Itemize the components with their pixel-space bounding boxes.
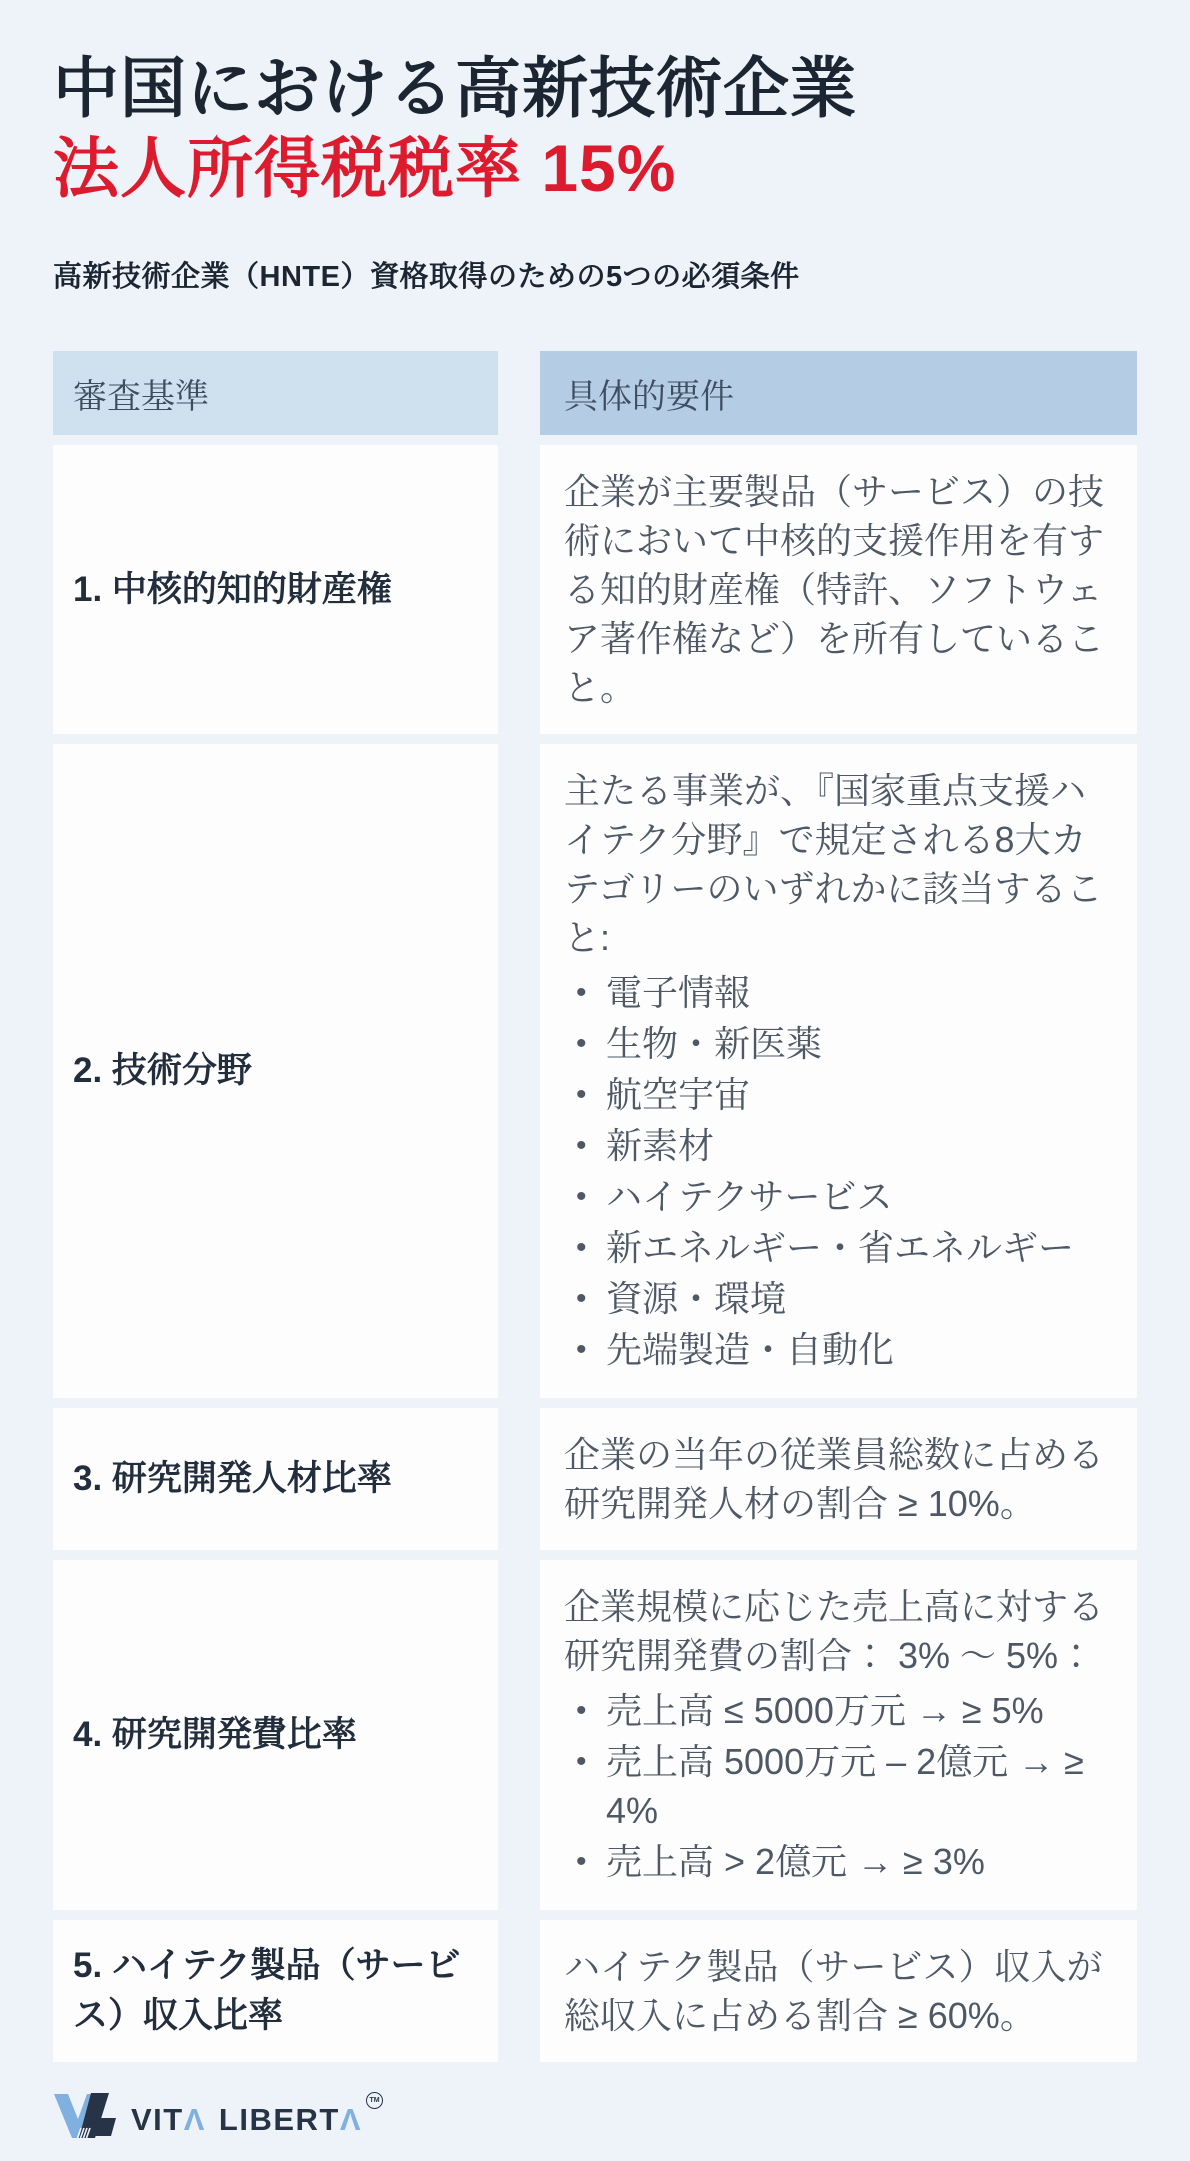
wordmark-a2: Λ bbox=[339, 2101, 363, 2137]
bullet-item bbox=[564, 1274, 1113, 1323]
bullet-dot-icon: • bbox=[576, 1078, 587, 1111]
bullet-text: ハイテクサービス bbox=[606, 1176, 893, 1217]
bullet-text: 資源・環境 bbox=[606, 1278, 787, 1319]
criteria-cell bbox=[53, 1560, 498, 1910]
bullet-dot-icon: • bbox=[576, 1129, 587, 1162]
vita-liberta-logo-icon bbox=[53, 2092, 117, 2140]
table-row bbox=[53, 744, 1137, 1398]
bullet-item bbox=[564, 1019, 1113, 1068]
criteria-label: 4. 研究開発費比率 bbox=[73, 1715, 357, 1754]
footer bbox=[53, 2092, 1137, 2140]
bullet-text: 先端製造・自動化 bbox=[606, 1329, 895, 1370]
requirement-text: 主たる事業が、『国家重点支援ハイテク分野』で規定される8大カテゴリーのいずれかに該当すること: bbox=[564, 770, 1103, 958]
vita-liberta-wordmark bbox=[131, 2098, 383, 2135]
requirement-cell bbox=[540, 1920, 1137, 2062]
wordmark-a1: Λ bbox=[183, 2101, 206, 2137]
bullet-item bbox=[564, 968, 1113, 1017]
title-line-1: 中国における高新技術企業 bbox=[53, 51, 857, 125]
bullet-dot-icon: • bbox=[576, 1231, 587, 1264]
bullet-dot-icon: • bbox=[576, 1180, 587, 1213]
criteria-table bbox=[53, 351, 1137, 2062]
bullet-text: 売上高 > 2億元 → ≥ 3% bbox=[606, 1841, 985, 1882]
wordmark-vit: VIT bbox=[131, 2101, 184, 2137]
criteria-cell bbox=[53, 445, 498, 734]
bullet-dot-icon: • bbox=[576, 1333, 587, 1366]
requirement-text: 企業規模に応じた売上高に対する研究開発費の割合： 3% ～ 5%： bbox=[564, 1586, 1105, 1676]
bullet-dot-icon: • bbox=[576, 1745, 587, 1778]
bullet-dot-icon: • bbox=[576, 1694, 587, 1727]
bullet-dot-icon: • bbox=[576, 1027, 587, 1060]
bullet-item bbox=[564, 1325, 1113, 1374]
requirement-cell bbox=[540, 1560, 1137, 1910]
table-row bbox=[53, 445, 1137, 734]
requirement-cell bbox=[540, 1408, 1137, 1550]
bullet-text: 新素材 bbox=[606, 1125, 715, 1166]
requirement-cell bbox=[540, 445, 1137, 734]
title-line-2-tax-rate: 法人所得税税率 15% bbox=[53, 131, 677, 205]
subtitle: 高新技術企業（HNTE）資格取得のための5つの必須条件 bbox=[53, 261, 800, 293]
bullet-item bbox=[564, 1121, 1113, 1170]
bullet-item bbox=[564, 1223, 1113, 1272]
bullet-dot-icon: • bbox=[576, 976, 587, 1009]
bullet-item bbox=[564, 1172, 1113, 1221]
bullet-text: 生物・新医薬 bbox=[606, 1023, 823, 1064]
bullet-text: 新エネルギー・省エネルギー bbox=[606, 1227, 1075, 1268]
bullet-text: 電子情報 bbox=[606, 972, 751, 1013]
bullet-item bbox=[564, 1837, 1113, 1886]
header-cell-criteria: 審査基準 bbox=[53, 351, 498, 435]
criteria-label: 3. 研究開発人材比率 bbox=[73, 1459, 392, 1498]
criteria-cell bbox=[53, 744, 498, 1398]
bullet-item bbox=[564, 1737, 1113, 1835]
table-row bbox=[53, 1560, 1137, 1910]
header-cell-requirement: 具体的要件 bbox=[540, 351, 1137, 435]
bullet-dot-icon: • bbox=[576, 1845, 587, 1878]
page-title bbox=[53, 48, 1137, 208]
criteria-label: 5. ハイテク製品（サービス）収入比率 bbox=[73, 1946, 461, 2035]
requirement-text: 企業の当年の従業員総数に占める研究開発人材の割合 ≥ 10%。 bbox=[564, 1434, 1105, 1524]
requirement-text: ハイテク製品（サービス）収入が総収入に占める割合 ≥ 60%。 bbox=[564, 1946, 1103, 2036]
criteria-label: 2. 技術分野 bbox=[73, 1051, 252, 1090]
requirement-cell bbox=[540, 744, 1137, 1398]
bullet-text: 売上高 5000万元 – 2億元 → ≥ 4% bbox=[606, 1741, 1084, 1831]
requirement-bullet-list bbox=[564, 1686, 1113, 1886]
requirement-bullet-list bbox=[564, 968, 1113, 1374]
trademark-icon: TM bbox=[366, 2092, 383, 2109]
wordmark-libert: LIBERT bbox=[218, 2101, 340, 2137]
bullet-text: 航空宇宙 bbox=[606, 1074, 751, 1115]
bullet-item bbox=[564, 1686, 1113, 1735]
table-row bbox=[53, 1408, 1137, 1550]
criteria-cell bbox=[53, 1920, 498, 2062]
bullet-dot-icon: • bbox=[576, 1282, 587, 1315]
requirement-text: 企業が主要製品（サービス）の技術において中核的支援作用を有する知的財産権（特許、ソフトウェア著作権など）を所有していること。 bbox=[564, 471, 1105, 708]
criteria-label: 1. 中核的知的財産権 bbox=[73, 569, 392, 609]
criteria-cell bbox=[53, 1408, 498, 1550]
table-row bbox=[53, 1920, 1137, 2062]
table-header-row bbox=[53, 351, 1137, 435]
bullet-item bbox=[564, 1070, 1113, 1119]
bullet-text: 売上高 ≤ 5000万元 → ≥ 5% bbox=[606, 1690, 1044, 1731]
